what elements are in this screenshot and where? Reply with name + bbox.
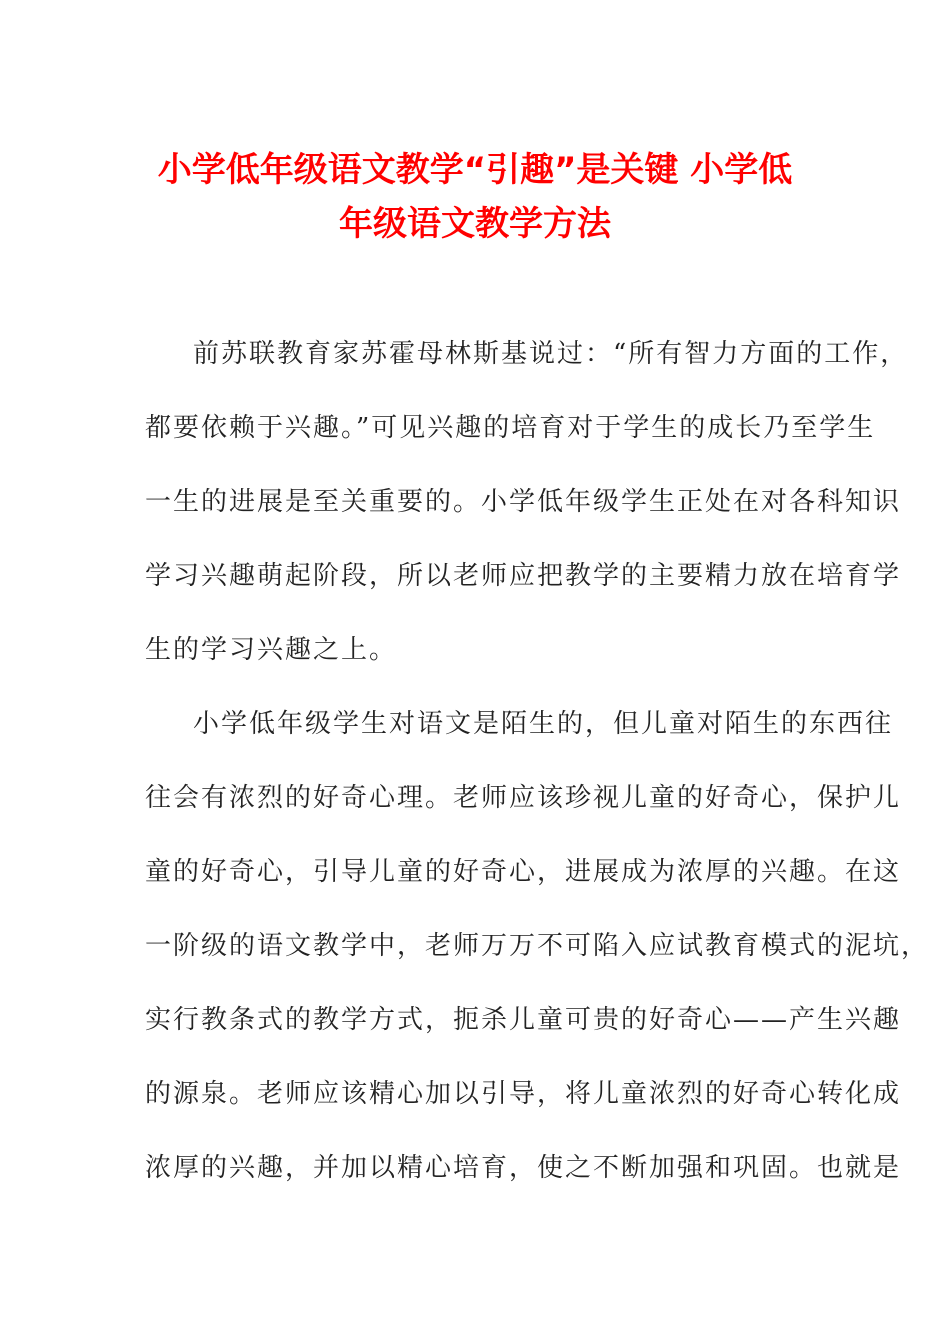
text-line: 浓厚的兴趣，并加以精心培育，使之不断加强和巩固。也就是 [145,1153,902,1183]
text-line: 都要依赖于兴趣。”可见兴趣的培育对于学生的成长乃至学生 [145,413,876,443]
title-line: 小学低年级语文教学“引趣”是关键 小学低 [157,150,793,190]
text-line: 前苏联教育家苏霍母林斯基说过：“所有智力方面的工作， [193,339,909,369]
document-title [120,143,830,251]
text-line: 生的学习兴趣之上。 [145,635,398,665]
paragraph-1 [145,317,909,687]
text-line: 的源泉。老师应该精心加以引导，将儿童浓烈的好奇心转化成 [145,1079,902,1109]
text-line: 一阶级的语文教学中，老师万万不可陷入应试教育模式的泥坑， [145,931,930,961]
text-line: 实行教条式的教学方式，扼杀儿童可贵的好奇心——产生兴趣 [145,1005,902,1035]
paragraph-2 [145,687,930,1205]
text-line: 童的好奇心，引导儿童的好奇心，进展成为浓厚的兴趣。在这 [145,857,902,887]
text-line: 一生的进展是至关重要的。小学低年级学生正处在对各科知识 [145,487,902,517]
text-line: 学习兴趣萌起阶段，所以老师应把教学的主要精力放在培育学 [145,561,902,591]
text-line: 往会有浓烈的好奇心理。老师应该珍视儿童的好奇心，保护儿 [145,783,902,813]
text-line: 小学低年级学生对语文是陌生的，但儿童对陌生的东西往 [193,709,894,739]
title-line: 年级语文教学方法 [339,204,611,244]
